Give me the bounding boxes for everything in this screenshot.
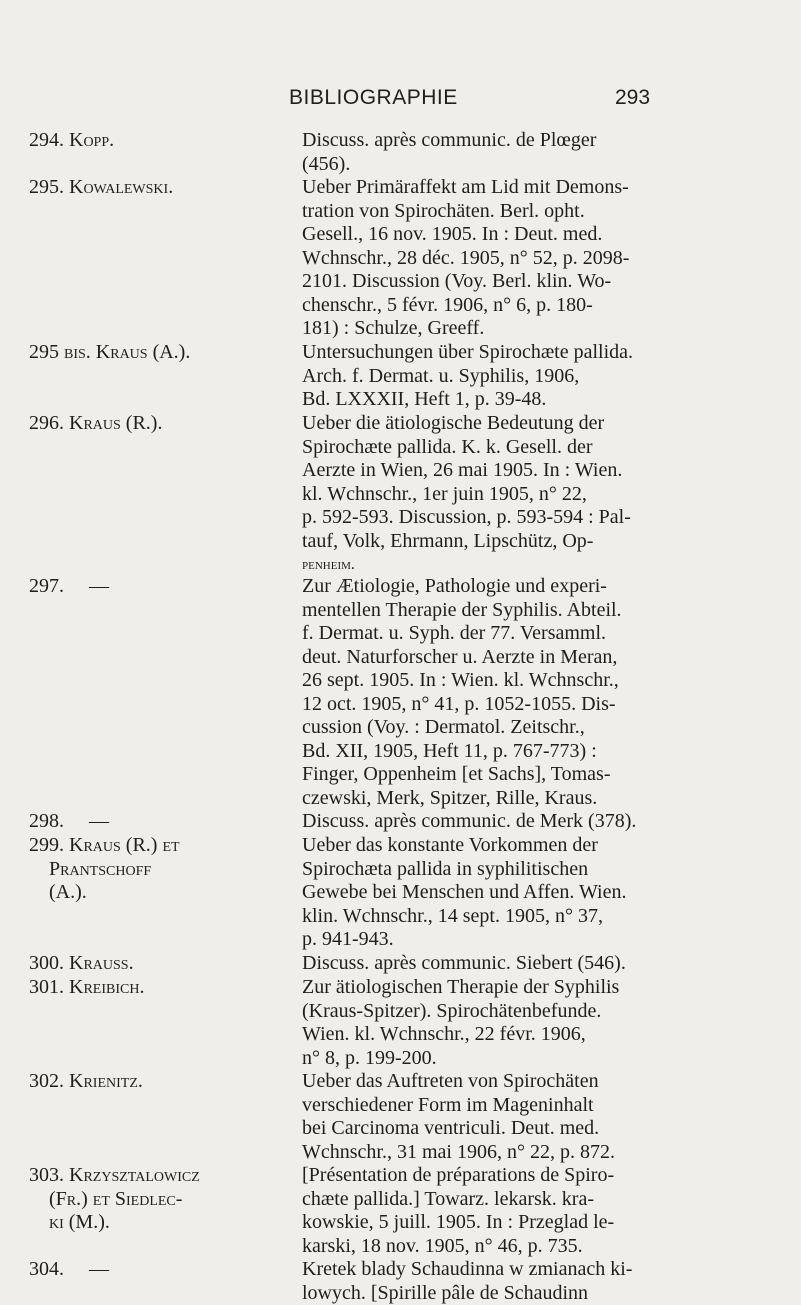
author-line: 297. — bbox=[29, 575, 291, 599]
entry-author bbox=[29, 834, 291, 905]
text-line: Zur ätiologischen Therapie der Syphilis bbox=[302, 976, 762, 1000]
text-line: Wchnschr., 31 mai 1906, n° 22, p. 872. bbox=[302, 1141, 762, 1165]
text-line: klin. Wchnschr., 14 sept. 1905, n° 37, bbox=[302, 905, 762, 929]
entry-author bbox=[29, 976, 291, 1000]
author-line: 300. Krauss. bbox=[29, 952, 291, 976]
entry-text bbox=[302, 176, 762, 341]
author-line: 295. Kowalewski. bbox=[29, 176, 291, 200]
entry-author bbox=[29, 952, 291, 976]
text-line: 26 sept. 1905. In : Wien. kl. Wchnschr., bbox=[302, 669, 762, 693]
entry-text bbox=[302, 412, 762, 577]
text-line: (456). bbox=[302, 153, 762, 177]
entry-text bbox=[302, 1258, 762, 1305]
text-line: cussion (Voy. : Dermatol. Zeitschr., bbox=[302, 716, 762, 740]
text-line: Discuss. après communic. Siebert (546). bbox=[302, 952, 762, 976]
entry-text bbox=[302, 952, 762, 976]
author-line: 303. Krzysztalowicz bbox=[29, 1164, 291, 1188]
text-line: chenschr., 5 févr. 1906, n° 6, p. 180- bbox=[302, 294, 762, 318]
text-line: Discuss. après communic. de Plœger bbox=[302, 129, 762, 153]
text-line: p. 941-943. bbox=[302, 928, 762, 952]
author-line: 295 bis. Kraus (A.). bbox=[29, 341, 291, 365]
text-line: czewski, Merk, Spitzer, Rille, Kraus. bbox=[302, 787, 762, 811]
entry-author bbox=[29, 129, 291, 153]
entry-text bbox=[302, 810, 762, 834]
text-line: [Présentation de préparations de Spiro- bbox=[302, 1164, 762, 1188]
entry-author bbox=[29, 1258, 291, 1282]
text-line: f. Dermat. u. Syph. der 77. Versamml. bbox=[302, 622, 762, 646]
entry-author bbox=[29, 1070, 291, 1094]
text-line: Aerzte in Wien, 26 mai 1905. In : Wien. bbox=[302, 459, 762, 483]
text-line: penheim. bbox=[302, 553, 762, 577]
text-line: Wchnschr., 28 déc. 1905, n° 52, p. 2098- bbox=[302, 247, 762, 271]
text-line: kl. Wchnschr., 1er juin 1905, n° 22, bbox=[302, 483, 762, 507]
text-line: deut. Naturforscher u. Aerzte in Meran, bbox=[302, 646, 762, 670]
entry-text bbox=[302, 1164, 762, 1258]
text-line: 181) : Schulze, Greeff. bbox=[302, 317, 762, 341]
text-line: Zur Ætiologie, Pathologie und experi- bbox=[302, 575, 762, 599]
entry-text bbox=[302, 575, 762, 810]
entry-text bbox=[302, 834, 762, 952]
author-line: 301. Kreibich. bbox=[29, 976, 291, 1000]
text-line: tration von Spirochäten. Berl. opht. bbox=[302, 200, 762, 224]
entry-author bbox=[29, 341, 291, 365]
entry-text bbox=[302, 129, 762, 176]
text-line: n° 8, p. 199-200. bbox=[302, 1047, 762, 1071]
entry-author bbox=[29, 810, 291, 834]
text-line: Untersuchungen über Spirochæte pallida. bbox=[302, 341, 762, 365]
text-line: tauf, Volk, Ehrmann, Lipschütz, Op- bbox=[302, 530, 762, 554]
text-line: Finger, Oppenheim [et Sachs], Tomas- bbox=[302, 763, 762, 787]
entry-text bbox=[302, 1070, 762, 1164]
text-line: lowych. [Spirille pâle de Schaudinn bbox=[302, 1282, 762, 1305]
text-line: 12 oct. 1905, n° 41, p. 1052-1055. Dis- bbox=[302, 693, 762, 717]
text-line: Ueber das konstante Vorkommen der bbox=[302, 834, 762, 858]
author-line: 299. Kraus (R.) et bbox=[29, 834, 291, 858]
page-number: 293 bbox=[615, 86, 650, 110]
author-line: 304. — bbox=[29, 1258, 291, 1282]
text-line: mentellen Therapie der Syphilis. Abteil. bbox=[302, 599, 762, 623]
text-line: chæte pallida.] Towarz. lekarsk. kra- bbox=[302, 1188, 762, 1212]
page-header bbox=[0, 86, 801, 116]
running-title: BIBLIOGRAPHIE bbox=[289, 86, 458, 110]
text-line: Kretek blady Schaudinna w zmianach ki- bbox=[302, 1258, 762, 1282]
author-line: Prantschoff bbox=[29, 858, 291, 882]
entry-author bbox=[29, 176, 291, 200]
text-line: Wien. kl. Wchnschr., 22 févr. 1906, bbox=[302, 1023, 762, 1047]
text-line: karski, 18 nov. 1905, n° 46, p. 735. bbox=[302, 1235, 762, 1259]
author-line: 298. — bbox=[29, 810, 291, 834]
entry-author bbox=[29, 1164, 291, 1235]
text-line: verschiedener Form im Mageninhalt bbox=[302, 1094, 762, 1118]
text-line: Discuss. après communic. de Merk (378). bbox=[302, 810, 762, 834]
text-line: Gewebe bei Menschen und Affen. Wien. bbox=[302, 881, 762, 905]
author-line: (A.). bbox=[29, 881, 291, 905]
text-line: Ueber die ätiologische Bedeutung der bbox=[302, 412, 762, 436]
entry-author bbox=[29, 412, 291, 436]
text-line: p. 592-593. Discussion, p. 593-594 : Pal- bbox=[302, 506, 762, 530]
text-line: bei Carcinoma ventriculi. Deut. med. bbox=[302, 1117, 762, 1141]
text-line: Spirochæta pallida in syphilitischen bbox=[302, 858, 762, 882]
entry-text bbox=[302, 341, 762, 412]
author-line: 296. Kraus (R.). bbox=[29, 412, 291, 436]
author-line: ki (M.). bbox=[29, 1211, 291, 1235]
text-line: Ueber Primäraffekt am Lid mit Demons- bbox=[302, 176, 762, 200]
text-line: Bd. LXXXII, Heft 1, p. 39-48. bbox=[302, 388, 762, 412]
text-line: Spirochæte pallida. K. k. Gesell. der bbox=[302, 436, 762, 460]
entry-author bbox=[29, 575, 291, 599]
text-line: Gesell., 16 nov. 1905. In : Deut. med. bbox=[302, 223, 762, 247]
text-line: Ueber das Auftreten von Spirochäten bbox=[302, 1070, 762, 1094]
author-line: 302. Krienitz. bbox=[29, 1070, 291, 1094]
text-line: Arch. f. Dermat. u. Syphilis, 1906, bbox=[302, 365, 762, 389]
text-line: (Kraus-Spitzer). Spirochätenbefunde. bbox=[302, 1000, 762, 1024]
author-line: 294. Kopp. bbox=[29, 129, 291, 153]
text-line: kowskie, 5 juill. 1905. In : Przeglad le- bbox=[302, 1211, 762, 1235]
text-line: Bd. XII, 1905, Heft 11, p. 767-773) : bbox=[302, 740, 762, 764]
text-line: 2101. Discussion (Voy. Berl. klin. Wo- bbox=[302, 270, 762, 294]
entry-text bbox=[302, 976, 762, 1070]
author-line: (Fr.) et Siedlec- bbox=[29, 1188, 291, 1212]
